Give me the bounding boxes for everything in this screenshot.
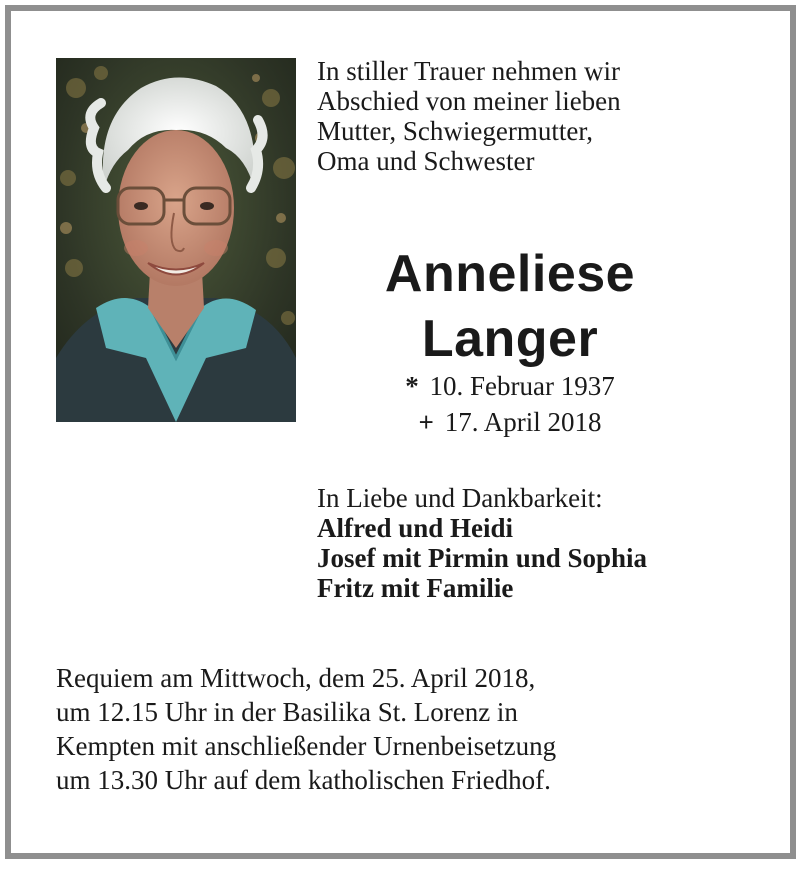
mourners-block [317, 483, 767, 603]
death-symbol: + [418, 407, 434, 437]
birth-date: 10. Februar 1937 [429, 371, 615, 401]
mourners-heading: In Liebe und Dankbarkeit: [317, 483, 603, 513]
service-line: um 12.15 Uhr in der Basilika St. Lorenz in [56, 697, 518, 727]
intro-line: In stiller Trauer nehmen wir [317, 56, 620, 86]
death-date: 17. April 2018 [444, 407, 602, 437]
service-line: Kempten mit anschließender Urnenbeisetzung [56, 731, 557, 761]
birth-symbol: * [405, 371, 419, 401]
service-line: um 13.30 Uhr auf dem katholischen Friedhof. [56, 765, 551, 795]
service-info [56, 661, 756, 797]
death-date-line [290, 407, 730, 437]
intro-line: Mutter, Schwiegermutter, [317, 116, 594, 146]
deceased-first-name: Anneliese [384, 245, 636, 303]
mourner-name: Josef mit Pirmin und Sophia [317, 543, 648, 573]
intro-line: Oma und Schwester [317, 146, 535, 176]
deceased-last-name: Langer [421, 310, 599, 368]
service-line: Requiem am Mittwoch, dem 25. April 2018, [56, 663, 536, 693]
birth-date-line [290, 371, 730, 401]
intro-line: Abschied von meiner lieben [317, 86, 621, 116]
intro-text [317, 56, 767, 176]
mourner-name: Fritz mit Familie [317, 573, 514, 603]
portrait-photo [56, 58, 296, 422]
mourner-name: Alfred und Heidi [317, 513, 514, 543]
